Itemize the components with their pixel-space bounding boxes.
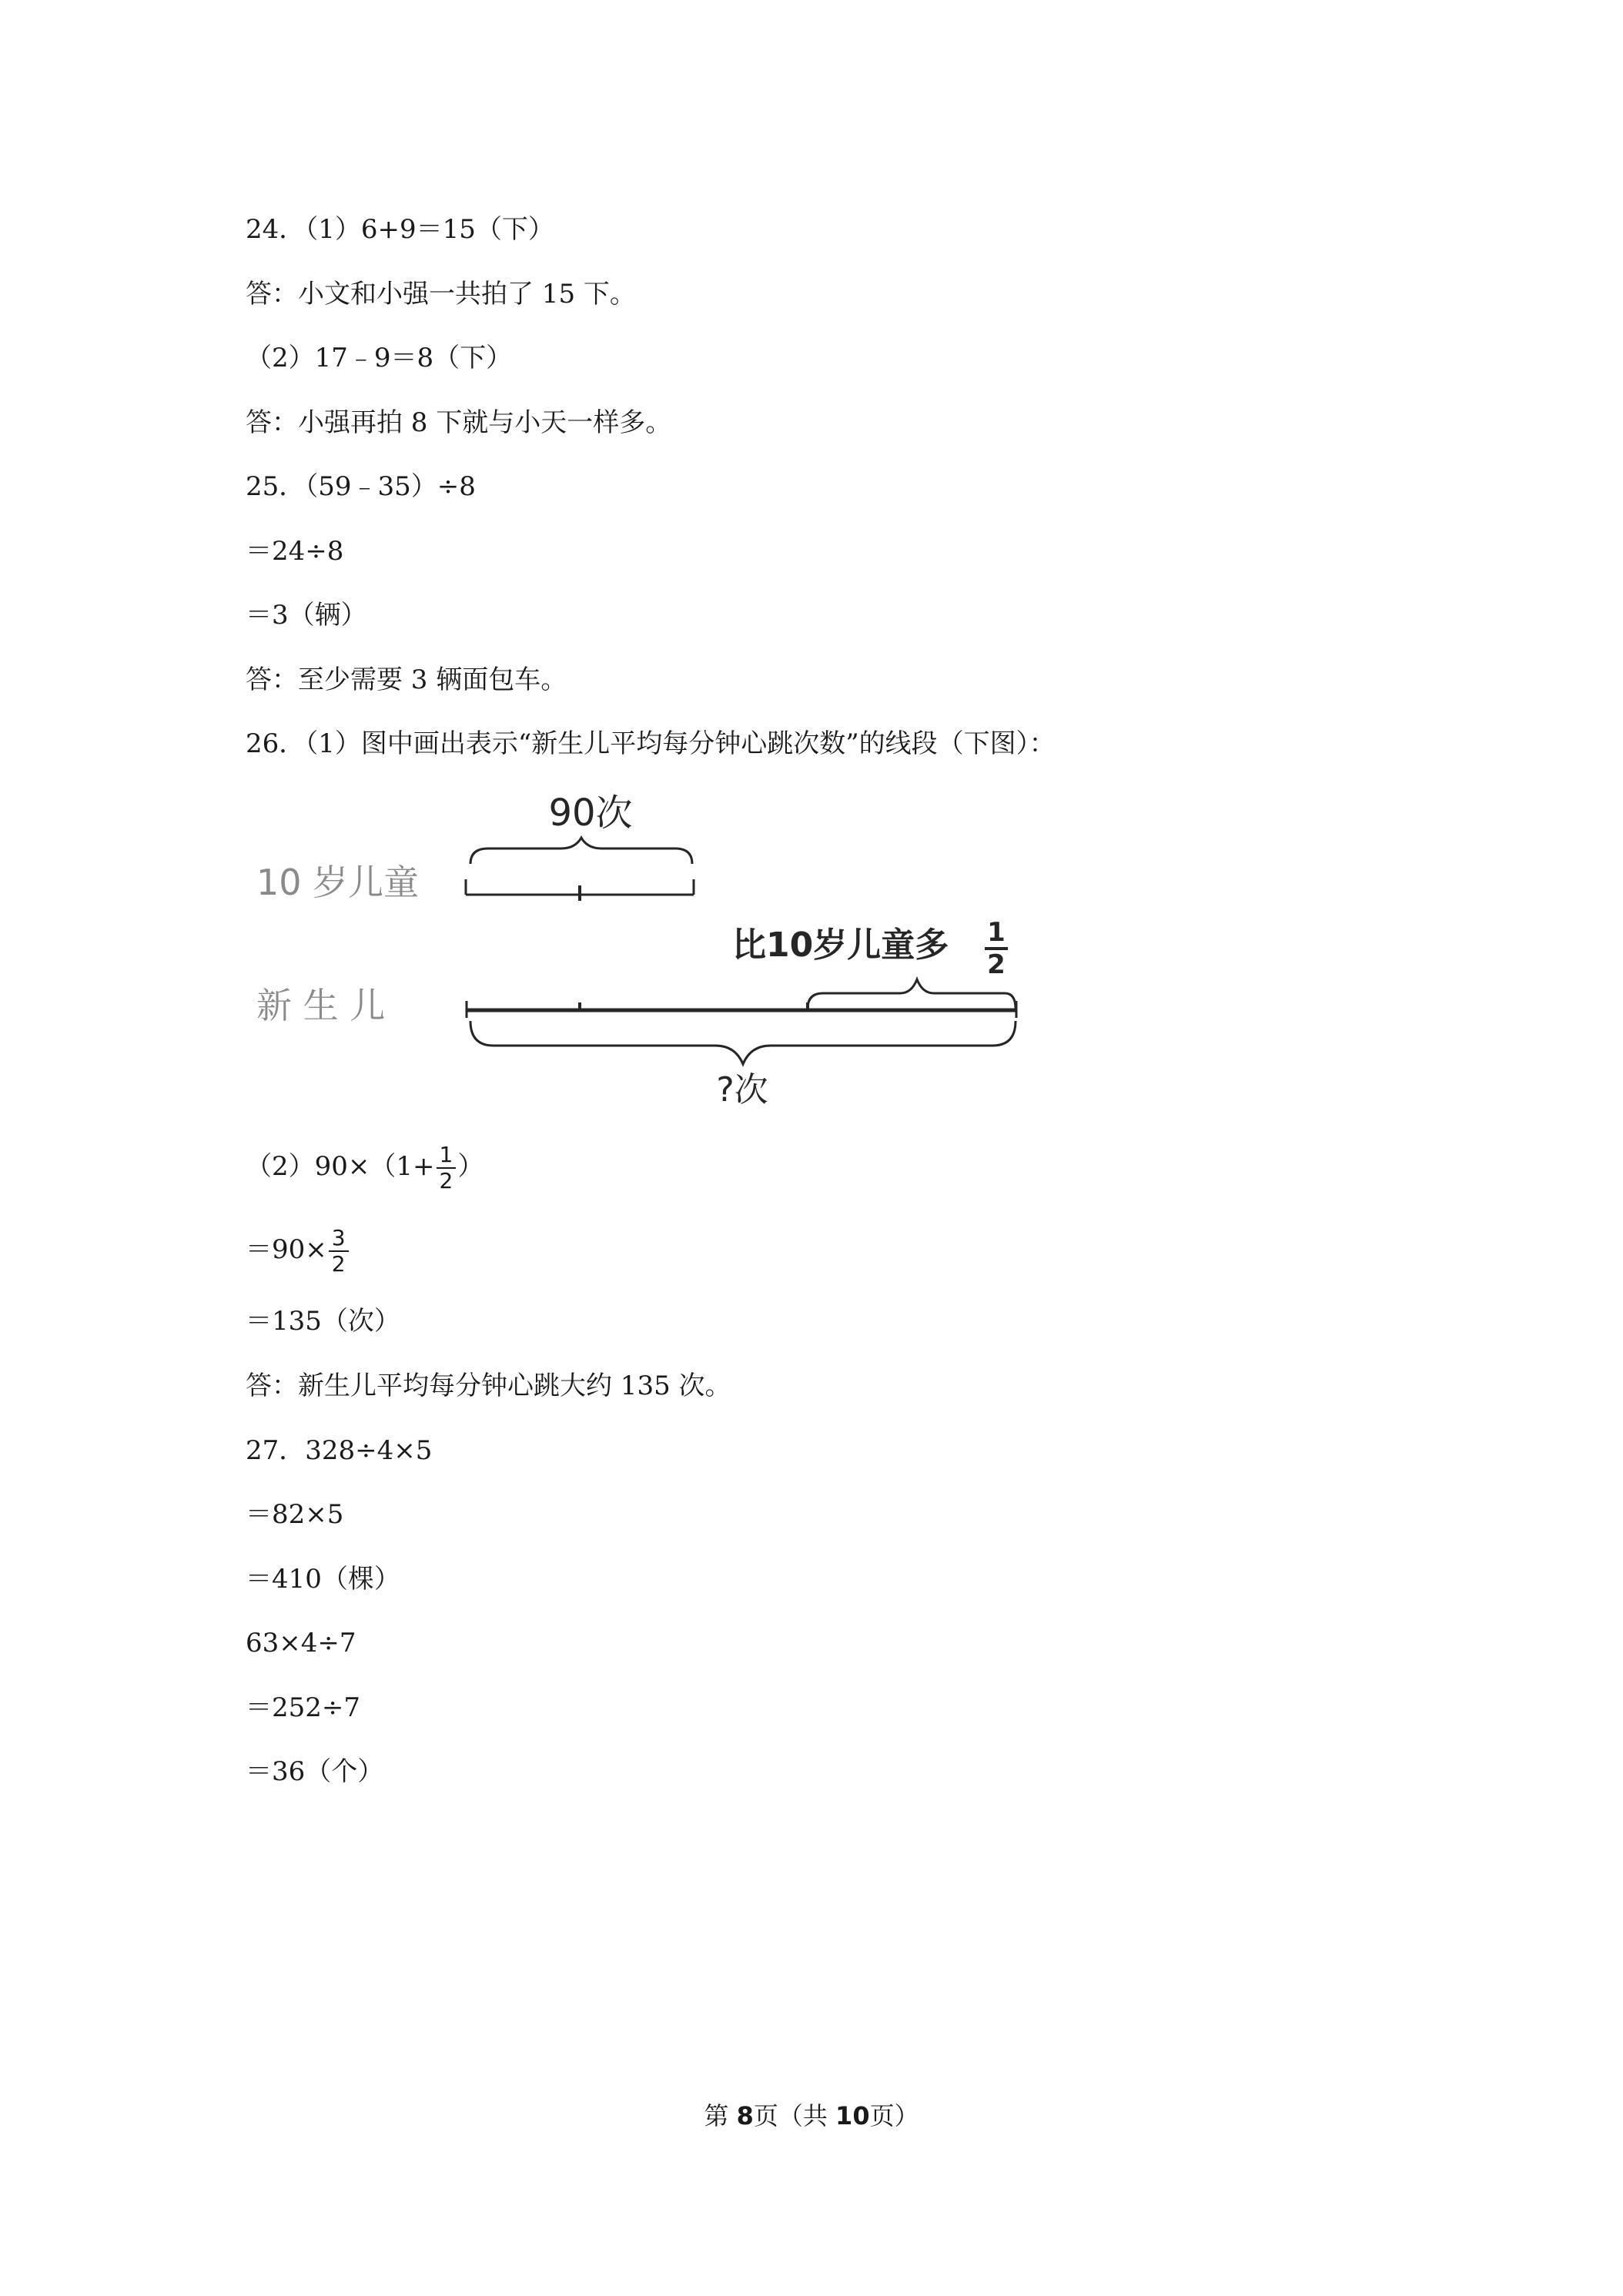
q26-step2 bbox=[246, 1227, 350, 1275]
more-frac-num: 1 bbox=[987, 917, 1006, 948]
q26-part1: 26．（1）图中画出表示“新生儿平均每分钟心跳次数”的线段（下图）： bbox=[246, 728, 1056, 759]
q24-answer2: 答：小强再拍 8 下就与小天一样多。 bbox=[246, 407, 672, 438]
q27-step3: ＝410（棵） bbox=[246, 1564, 400, 1595]
q26-part2-text: （2）90×（1+ bbox=[246, 1151, 435, 1182]
q25-step3: ＝3（辆） bbox=[246, 600, 367, 631]
q26-step3: ＝135（次） bbox=[246, 1306, 400, 1337]
footer-middle: 页（共 bbox=[753, 2101, 836, 2130]
top-brace bbox=[470, 838, 692, 864]
extra-brace bbox=[808, 979, 1016, 1009]
footer-total-pages: 10 bbox=[835, 2101, 870, 2130]
row1-label: 10 岁儿童 bbox=[256, 862, 420, 903]
page-footer bbox=[0, 2100, 1623, 2131]
top-value-label: 90次 bbox=[548, 792, 633, 835]
row2-label: 新 生 儿 bbox=[256, 985, 386, 1026]
fraction-three-halves bbox=[329, 1227, 349, 1275]
q26-part2-close: ） bbox=[457, 1151, 484, 1182]
fraction-half-numerator: 1 bbox=[437, 1144, 457, 1169]
q24-part2: （2）17﹣9＝8（下） bbox=[246, 343, 513, 373]
q26-answer: 答：新生儿平均每分钟心跳大约 135 次。 bbox=[246, 1371, 731, 1401]
fraction-three-halves-denominator: 2 bbox=[331, 1251, 346, 1277]
q27-step6: ＝36（个） bbox=[246, 1756, 384, 1787]
q27-step1: 27．328÷4×5 bbox=[246, 1435, 433, 1466]
q27-step4: 63×4÷7 bbox=[246, 1628, 356, 1658]
bottom-value-label: ?次 bbox=[716, 1070, 768, 1110]
q24-part1: 24．（1）6+9＝15（下） bbox=[246, 214, 554, 245]
fraction-three-halves-numerator: 3 bbox=[329, 1227, 349, 1252]
q25-step1: 25．（59﹣35）÷8 bbox=[246, 471, 476, 502]
more-label: 比10岁儿童多 bbox=[732, 925, 949, 965]
fraction-half-denominator: 2 bbox=[439, 1168, 453, 1193]
bottom-brace bbox=[470, 1021, 1016, 1064]
q25-answer: 答：至少需要 3 辆面包车。 bbox=[246, 664, 567, 695]
line-segment-diagram bbox=[246, 778, 1062, 1116]
fraction-half bbox=[437, 1144, 457, 1192]
q26-part2 bbox=[246, 1144, 484, 1192]
footer-page-number: 8 bbox=[736, 2101, 754, 2130]
footer-prefix: 第 bbox=[704, 2101, 737, 2130]
q24-answer1: 答：小文和小强一共拍了 15 下。 bbox=[246, 279, 636, 310]
footer-suffix: 页） bbox=[869, 2101, 919, 2130]
q27-step5: ＝252÷7 bbox=[246, 1692, 361, 1723]
more-frac-den: 2 bbox=[987, 949, 1006, 980]
q27-step2: ＝82×5 bbox=[246, 1499, 344, 1530]
q25-step2: ＝24÷8 bbox=[246, 536, 344, 567]
q26-step2-text: ＝90× bbox=[246, 1234, 327, 1265]
